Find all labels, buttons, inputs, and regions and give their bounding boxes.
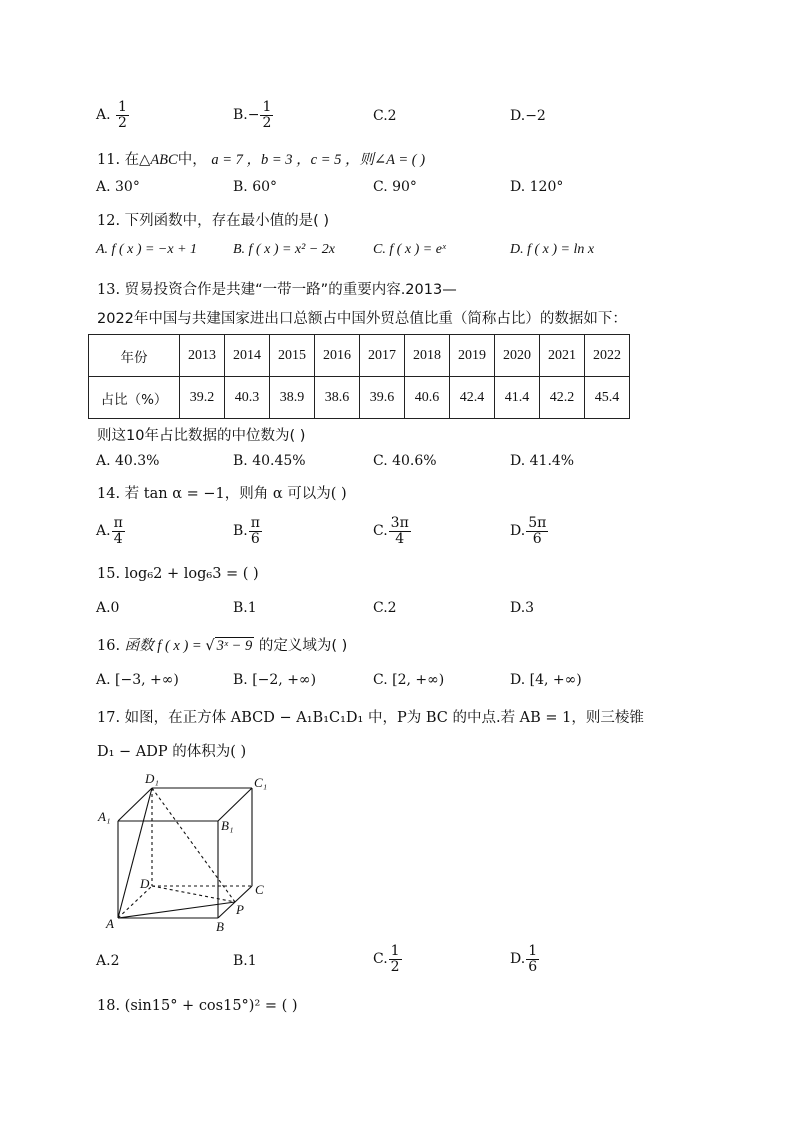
label-b1: B₁ [221,818,234,833]
q10-option-b: B.− $\frac{1}{2}$ [233,99,272,131]
q15-option-b: B.1 [233,600,257,616]
q13-option-d: D. 41.4% [510,453,575,469]
q13-stem-line2: 2022年中国与共建国家进出口总额占中国外贸总值比重（简称占比）的数据如下： [97,311,627,327]
edge-b1-c1 [218,788,252,821]
table-cell: 45.4 [585,377,630,419]
q11-option-b: B. 60° [233,179,278,195]
table-row-years [89,335,630,377]
q16-option-c: C. [2, +∞) [373,672,445,688]
q14-option-a: A. $\frac{\pi}{4}$ [96,515,123,547]
q17-option-d: D. $\frac{1}{6}$ [510,943,538,975]
q12-option-a: A. f ( x ) = −x + 1 [96,242,198,257]
table-cell: 2018 [405,335,450,377]
table-cell: 2022 [585,335,630,377]
q14-option-d: D. $\frac{5\pi}{6}$ [510,515,547,547]
edge-a1-d1 [118,788,152,821]
q13-data-table [88,334,630,419]
table-header-year: 年份 [89,335,180,377]
label-a: A [106,916,114,931]
table-cell: 2014 [225,335,270,377]
label-b: B [216,919,224,934]
table-cell: 38.9 [270,377,315,419]
edge-a-d1 [118,788,152,918]
q10-option-c: C.2 [373,108,397,124]
table-cell: 41.4 [495,377,540,419]
table-cell: 2016 [315,335,360,377]
table-cell: 2013 [180,335,225,377]
table-cell: 39.2 [180,377,225,419]
q12-stem: 12. 下列函数中，存在最小值的是( ) [97,213,330,229]
label-d1: D₁ [145,771,159,786]
q11-option-c: C. 90° [373,179,417,195]
q16-stem: 16. 函数 f ( x ) = √ 3ˣ − 9 的定义域为( ) [97,638,348,654]
q15-option-d: D.3 [510,600,535,616]
table-cell: 40.6 [405,377,450,419]
table-cell: 39.6 [360,377,405,419]
q11-option-a: A. 30° [96,179,140,195]
q17-stem-line2: D₁ − ADP 的体积为( ) [97,744,247,760]
q17-stem-line1: 17. 如图，在正方体 ABCD − A₁B₁C₁D₁ 中，P为 BC 的中点.若 AB = 1，则三棱锥 [97,710,644,726]
q14-option-c: C. $\frac{3\pi}{4}$ [373,515,409,547]
cube-figure [90,768,290,938]
q18-stem: 18. (sin15° + cos15°)² = ( ) [97,998,298,1014]
q11-option-d: D. 120° [510,179,564,195]
q12-option-d: D. f ( x ) = ln x [510,242,595,257]
q17-option-a: A.2 [96,953,120,969]
q12-option-b: B. f ( x ) = x² − 2x [233,242,335,257]
q11-stem: 11. 在△ABC中， a = 7 ，b = 3 ，c = 5 ，则∠A = ( ) [97,152,426,168]
table-cell: 2019 [450,335,495,377]
table-header-ratio: 占比（%） [89,377,180,419]
q13-stem-line1: 13. 贸易投资合作是共建“一带一路”的重要内容.2013— [97,282,457,298]
q10-option-a: A. $\frac{1}{2}$ [96,99,127,131]
q15-option-a: A.0 [96,600,120,616]
q13-option-b: B. 40.45% [233,453,306,469]
sqrt-sign-icon: √ [205,638,215,654]
q13-option-c: C. 40.6% [373,453,437,469]
label-c1: C₁ [254,775,268,790]
q17-option-c: C. $\frac{1}{2}$ [373,943,400,975]
q15-option-c: C.2 [373,600,397,616]
q12-option-c: C. f ( x ) = eˣ [373,242,446,257]
q17-option-b: B.1 [233,953,257,969]
q16-option-d: D. [4, +∞) [510,672,582,688]
edge-d-p-hidden [152,886,235,902]
q14-stem: 14. 若 tan α = −1，则角 α 可以为( ) [97,486,347,502]
table-cell: 42.2 [540,377,585,419]
label-c: C [255,882,264,897]
q10-option-d: D.−2 [510,108,546,124]
q14-option-b: B. $\frac{\pi}{6}$ [233,515,260,547]
table-cell: 38.6 [315,377,360,419]
q16-option-b: B. [−2, +∞) [233,672,317,688]
table-cell: 42.4 [450,377,495,419]
q15-stem: 15. log₆2 + log₆3 = ( ) [97,566,259,582]
table-cell: 2021 [540,335,585,377]
table-row-values [89,377,630,419]
label-p: P [236,902,244,917]
q13-option-a: A. 40.3% [96,453,160,469]
label-a1: A₁ [98,809,111,824]
table-cell: 2015 [270,335,315,377]
q16-option-a: A. [−3, +∞) [96,672,179,688]
table-cell: 40.3 [225,377,270,419]
table-cell: 2020 [495,335,540,377]
label-d: D [140,876,150,891]
edge-d1-p-hidden [152,788,235,902]
q13-question: 则这10年占比数据的中位数为( ) [97,428,306,444]
table-cell: 2017 [360,335,405,377]
